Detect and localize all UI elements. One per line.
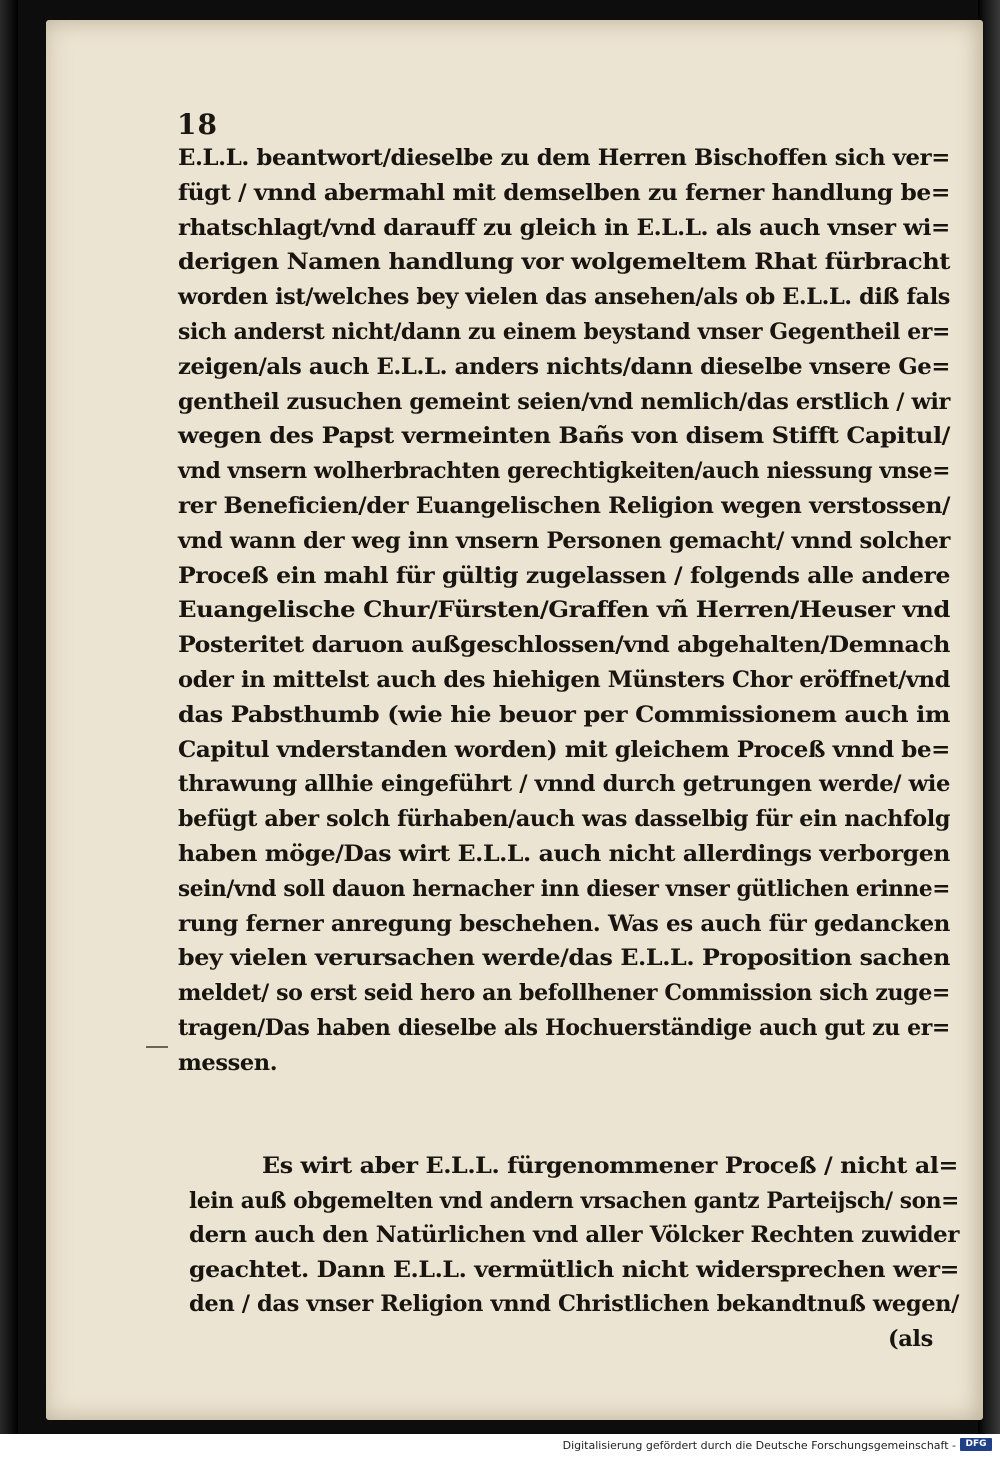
scan-edge-left <box>0 0 18 1434</box>
text-line: E.L.L. beantwort/dieselbe zu dem Herren Bischoffen sich ver= <box>178 145 950 171</box>
text-line: dern auch den Natürlichen vnd aller Völcker Rechten zuwider <box>189 1222 959 1249</box>
text-line: vnd vnsern wolherbrachten gerechtigkeiten/auch niessung vnse= <box>178 458 950 485</box>
margin-mark <box>146 1046 168 1048</box>
text-line: Capitul vnderstanden worden) mit gleichem Proceß vnnd be= <box>178 736 950 763</box>
text-line: tragen/Das haben dieselbe als Hochuerständige auch gut zu er= <box>178 1015 950 1041</box>
text-line: lein auß obgemelten vnd andern vrsachen gantz Parteijsch/ son= <box>189 1187 959 1214</box>
catchword: (als <box>888 1326 933 1352</box>
text-line: bey vielen verursachen werde/das E.L.L. Proposition sachen <box>178 945 950 972</box>
text-line: sein/vnd soll dauon hernacher inn dieser vnser gütlichen erinne= <box>178 875 950 902</box>
text-line: gentheil zusuchen gemeint seien/vnd nemlich/das erstlich / wir <box>178 388 950 415</box>
text-line: fügt / vnnd abermahl mit demselben zu ferner handlung be= <box>178 179 950 206</box>
page-number: 18 <box>177 108 218 141</box>
text-line: thrawung allhie eingeführt / vnnd durch getrungen werde/ wie <box>178 771 951 798</box>
text-line: den / das vnser Religion vnnd Christlichen bekandtnuß wegen/ <box>189 1291 959 1318</box>
footer-bar <box>0 1434 1000 1457</box>
text-line: Es wirt aber E.L.L. fürgenommener Proceß / nicht al= <box>262 1153 958 1179</box>
text-line: sich anderst nicht/dann zu einem beystand vnser Gegentheil er= <box>178 319 950 345</box>
text-line: wegen des Papst vermeinten Bañs von disem Stifft Capitul/ <box>178 423 950 450</box>
text-line: Euangelische Chur/Fürsten/Graffen vñ Herren/Heuser vnd <box>178 597 951 624</box>
text-line: oder in mittelst auch des hiehigen Münsters Chor eröffnet/vnd <box>178 667 950 693</box>
text-line: vnd wann der weg inn vnsern Personen gemacht/ vnnd solcher <box>178 527 950 554</box>
text-line: zeigen/als auch E.L.L. anders nichts/dann dieselbe vnsere Ge= <box>178 353 950 380</box>
text-line: derigen Namen handlung vor wolgemeltem Rhat fürbracht <box>178 249 950 276</box>
dfg-logo: DFG <box>960 1438 992 1451</box>
text-line: Proceß ein mahl für gültig zugelassen / folgends alle andere <box>178 562 950 589</box>
text-line: geachtet. Dann E.L.L. vermütlich nicht widersprechen wer= <box>189 1256 959 1283</box>
text-line: rung ferner anregung beschehen. Was es auch für gedancken <box>178 910 950 937</box>
text-line: das Pabsthumb (wie hie beuor per Commissionem auch im <box>178 701 950 728</box>
text-line: worden ist/welches bey vielen das ansehen/als ob E.L.L. diß fals <box>178 284 950 311</box>
text-line: rer Beneficien/der Euangelischen Religion wegen verstossen/ <box>178 493 950 519</box>
text-line: haben möge/Das wirt E.L.L. auch nicht allerdings verborgen <box>178 841 950 867</box>
text-line: befügt aber solch fürhaben/auch was dasselbig für ein nachfolg <box>178 806 950 833</box>
funding-credit: Digitalisierung gefördert durch die Deutsche Forschungsgemeinschaft - <box>562 1439 956 1452</box>
text-line: meldet/ so erst seid hero an befollhener Commission sich zuge= <box>178 980 950 1007</box>
text-line: rhatschlagt/vnd darauff zu gleich in E.L.L. als auch vnser wi= <box>178 214 950 241</box>
text-line: messen. <box>178 1049 278 1076</box>
text-line: Posteritet daruon außgeschlossen/vnd abgehalten/Demnach <box>178 632 950 659</box>
